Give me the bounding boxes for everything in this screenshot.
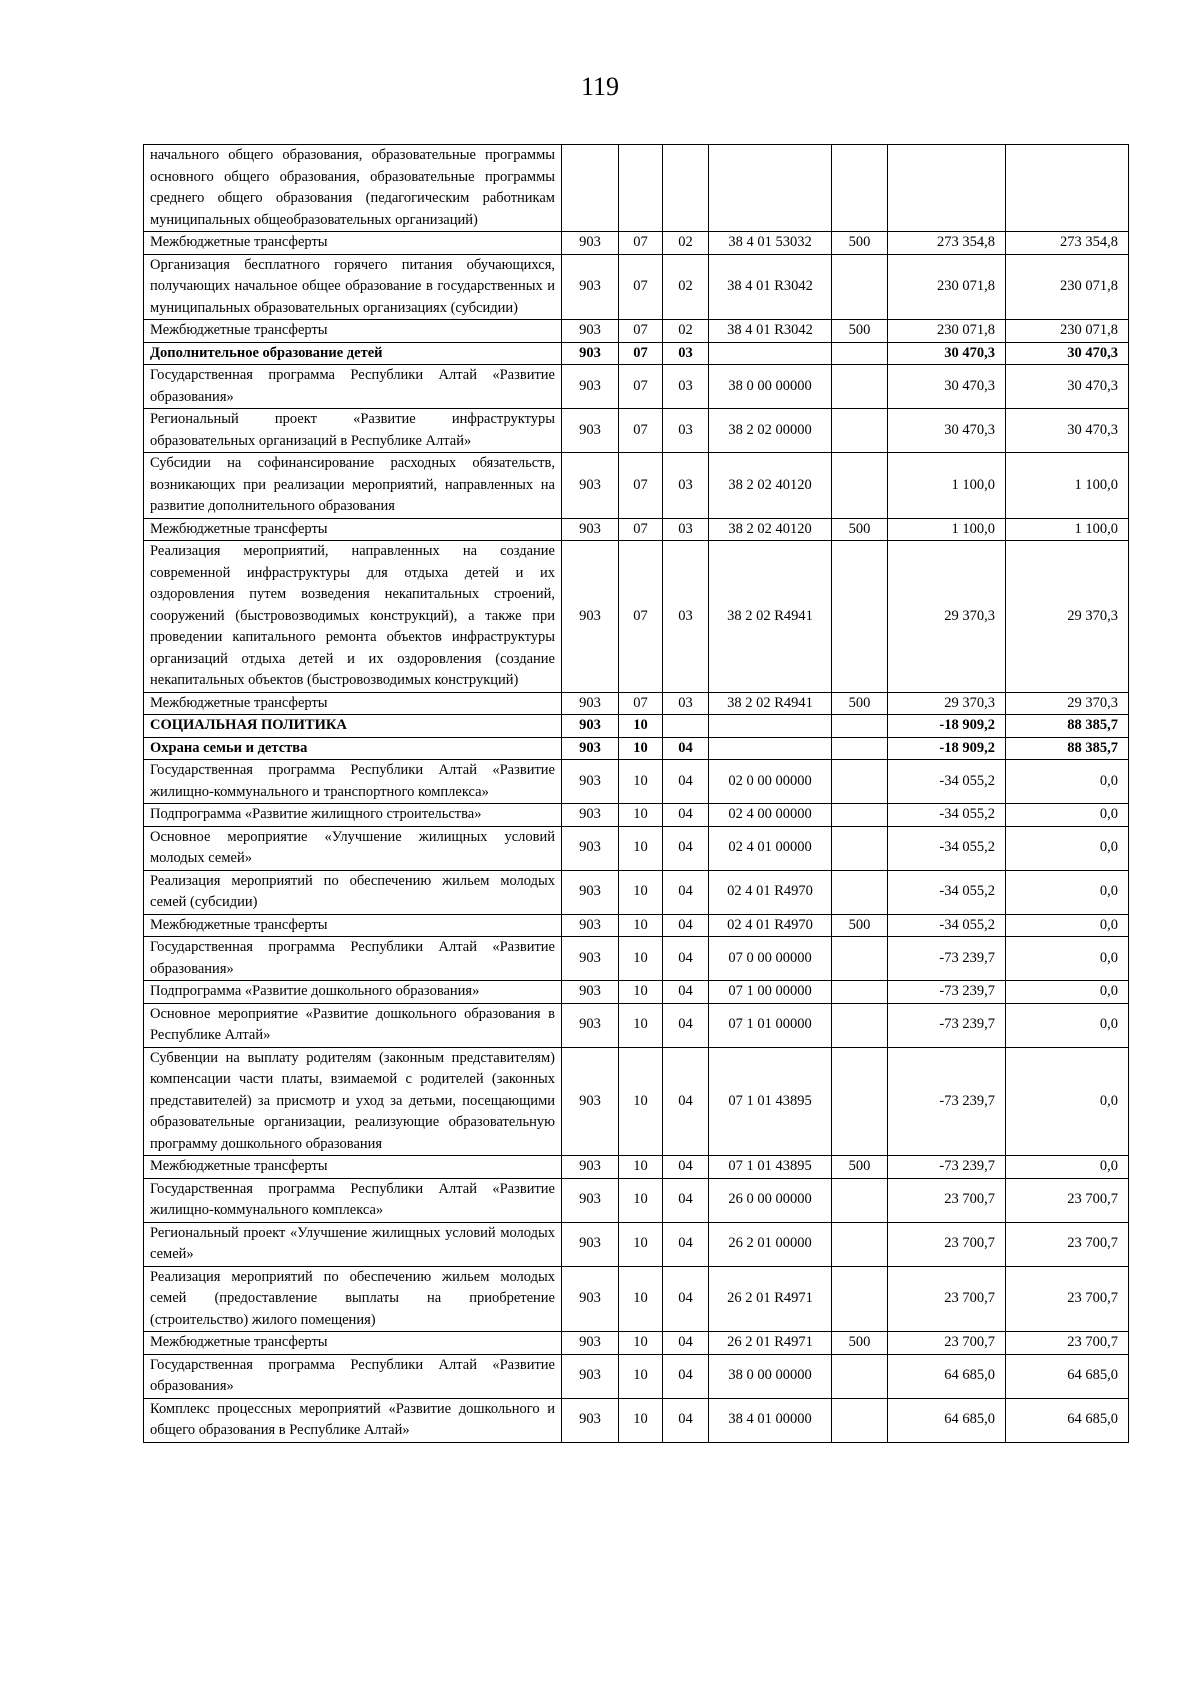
ministry-code: 903 (562, 254, 619, 320)
row-name: Государственная программа Республики Алтай «Развитие жилищно-коммунального и транспортного комплекса» (144, 760, 562, 804)
table-row (144, 870, 1129, 914)
amount-year-1: 30 470,3 (888, 365, 1006, 409)
amount-year-2: 0,0 (1006, 870, 1129, 914)
amount-year-1: -18 909,2 (888, 715, 1006, 738)
amount-year-2: 0,0 (1006, 914, 1129, 937)
subsection-code: 02 (663, 254, 709, 320)
ministry-code: 903 (562, 804, 619, 827)
table-row (144, 1398, 1129, 1442)
subsection-code: 04 (663, 870, 709, 914)
expense-type (832, 826, 888, 870)
expense-type (832, 981, 888, 1004)
expense-type (832, 365, 888, 409)
expense-type (832, 453, 888, 519)
subsection-code: 04 (663, 1398, 709, 1442)
expense-type (832, 409, 888, 453)
target-article: 26 2 01 R4971 (709, 1266, 832, 1332)
section-code: 10 (619, 870, 663, 914)
target-article: 02 4 01 R4970 (709, 870, 832, 914)
ministry-code: 903 (562, 1178, 619, 1222)
subsection-code: 02 (663, 232, 709, 255)
amount-year-1: 1 100,0 (888, 518, 1006, 541)
amount-year-2: 1 100,0 (1006, 518, 1129, 541)
section-code: 07 (619, 518, 663, 541)
amount-year-2: 29 370,3 (1006, 541, 1129, 693)
expense-type (832, 342, 888, 365)
target-article: 38 4 01 R3042 (709, 320, 832, 343)
expense-type: 500 (832, 320, 888, 343)
target-article: 02 0 00 00000 (709, 760, 832, 804)
section-code: 07 (619, 254, 663, 320)
expense-type (832, 1354, 888, 1398)
amount-year-1: 29 370,3 (888, 692, 1006, 715)
target-article: 07 1 00 00000 (709, 981, 832, 1004)
table-row (144, 692, 1129, 715)
target-article: 38 2 02 R4941 (709, 541, 832, 693)
table-row (144, 342, 1129, 365)
row-name: Региональный проект «Развитие инфраструктуры образовательных организаций в Республике Алтай» (144, 409, 562, 453)
table-row (144, 1222, 1129, 1266)
amount-year-2: 64 685,0 (1006, 1354, 1129, 1398)
ministry-code: 903 (562, 1047, 619, 1156)
section-code: 10 (619, 1266, 663, 1332)
row-name: СОЦИАЛЬНАЯ ПОЛИТИКА (144, 715, 562, 738)
amount-year-1: 230 071,8 (888, 254, 1006, 320)
amount-year-2: 273 354,8 (1006, 232, 1129, 255)
target-article: 02 4 01 00000 (709, 826, 832, 870)
amount-year-1: -73 239,7 (888, 1156, 1006, 1179)
target-article (709, 737, 832, 760)
amount-year-1: 30 470,3 (888, 342, 1006, 365)
expense-type (832, 1178, 888, 1222)
amount-year-1: -73 239,7 (888, 937, 1006, 981)
ministry-code: 903 (562, 232, 619, 255)
section-code: 07 (619, 342, 663, 365)
section-code: 10 (619, 1003, 663, 1047)
target-article: 38 2 02 R4941 (709, 692, 832, 715)
expense-type (832, 1222, 888, 1266)
amount-year-2: 230 071,8 (1006, 254, 1129, 320)
ministry-code: 903 (562, 1003, 619, 1047)
expense-type (832, 804, 888, 827)
row-name: Межбюджетные трансферты (144, 1156, 562, 1179)
expense-type (832, 145, 888, 232)
section-code: 07 (619, 409, 663, 453)
amount-year-1: -34 055,2 (888, 870, 1006, 914)
subsection-code: 04 (663, 826, 709, 870)
expense-type (832, 541, 888, 693)
amount-year-2: 0,0 (1006, 1003, 1129, 1047)
amount-year-1: 230 071,8 (888, 320, 1006, 343)
row-name: Государственная программа Республики Алтай «Развитие образования» (144, 365, 562, 409)
amount-year-2: 0,0 (1006, 1047, 1129, 1156)
amount-year-1: -73 239,7 (888, 1003, 1006, 1047)
section-code: 07 (619, 320, 663, 343)
amount-year-1: -34 055,2 (888, 826, 1006, 870)
subsection-code (663, 715, 709, 738)
expense-type (832, 1266, 888, 1332)
amount-year-1: 1 100,0 (888, 453, 1006, 519)
amount-year-2: 64 685,0 (1006, 1398, 1129, 1442)
ministry-code: 903 (562, 937, 619, 981)
amount-year-2: 1 100,0 (1006, 453, 1129, 519)
amount-year-1: 23 700,7 (888, 1178, 1006, 1222)
row-name: Реализация мероприятий по обеспечению жильем молодых семей (субсидии) (144, 870, 562, 914)
amount-year-2: 0,0 (1006, 760, 1129, 804)
row-name: Организация бесплатного горячего питания обучающихся, получающих начальное общее образование в государственных и муниципальных образовательных организациях (субсидии) (144, 254, 562, 320)
table-row (144, 1156, 1129, 1179)
amount-year-1: 64 685,0 (888, 1354, 1006, 1398)
amount-year-2: 88 385,7 (1006, 737, 1129, 760)
section-code: 10 (619, 1222, 663, 1266)
table-row (144, 518, 1129, 541)
subsection-code: 04 (663, 1178, 709, 1222)
section-code: 07 (619, 692, 663, 715)
subsection-code: 04 (663, 1003, 709, 1047)
expense-type (832, 1398, 888, 1442)
table-row (144, 937, 1129, 981)
ministry-code: 903 (562, 1332, 619, 1355)
amount-year-1: 23 700,7 (888, 1266, 1006, 1332)
ministry-code: 903 (562, 826, 619, 870)
ministry-code: 903 (562, 1222, 619, 1266)
amount-year-1: 30 470,3 (888, 409, 1006, 453)
table-row (144, 715, 1129, 738)
row-name: начального общего образования, образовательные программы основного общего образования, образовательные программы среднего общего образования (педагогическим работникам муниципальных общеобразовательных организаций) (144, 145, 562, 232)
table-row (144, 1003, 1129, 1047)
section-code: 10 (619, 1047, 663, 1156)
amount-year-1: -73 239,7 (888, 1047, 1006, 1156)
subsection-code: 03 (663, 518, 709, 541)
amount-year-2: 30 470,3 (1006, 365, 1129, 409)
amount-year-2: 23 700,7 (1006, 1332, 1129, 1355)
table-row (144, 914, 1129, 937)
row-name: Реализация мероприятий по обеспечению жильем молодых семей (предоставление выплаты на приобретение (строительство) жилого помещения) (144, 1266, 562, 1332)
target-article: 38 4 01 00000 (709, 1398, 832, 1442)
target-article: 07 0 00 00000 (709, 937, 832, 981)
ministry-code: 903 (562, 541, 619, 693)
amount-year-2: 29 370,3 (1006, 692, 1129, 715)
target-article (709, 342, 832, 365)
amount-year-1: 23 700,7 (888, 1222, 1006, 1266)
section-code: 10 (619, 1398, 663, 1442)
table-row (144, 1047, 1129, 1156)
ministry-code: 903 (562, 692, 619, 715)
table-row (144, 1266, 1129, 1332)
subsection-code: 04 (663, 737, 709, 760)
subsection-code: 04 (663, 1332, 709, 1355)
amount-year-2: 30 470,3 (1006, 409, 1129, 453)
row-name: Государственная программа Республики Алтай «Развитие жилищно-коммунального комплекса» (144, 1178, 562, 1222)
table-row (144, 981, 1129, 1004)
subsection-code: 03 (663, 692, 709, 715)
section-code: 10 (619, 804, 663, 827)
section-code: 10 (619, 981, 663, 1004)
subsection-code (663, 145, 709, 232)
budget-table (143, 144, 1129, 1443)
expense-type (832, 870, 888, 914)
amount-year-1: 273 354,8 (888, 232, 1006, 255)
row-name: Подпрограмма «Развитие жилищного строительства» (144, 804, 562, 827)
section-code: 07 (619, 453, 663, 519)
amount-year-2 (1006, 145, 1129, 232)
target-article: 38 0 00 00000 (709, 365, 832, 409)
table-body (144, 145, 1129, 1443)
ministry-code: 903 (562, 518, 619, 541)
subsection-code: 03 (663, 541, 709, 693)
subsection-code: 03 (663, 409, 709, 453)
subsection-code: 04 (663, 981, 709, 1004)
ministry-code: 903 (562, 760, 619, 804)
subsection-code: 02 (663, 320, 709, 343)
ministry-code: 903 (562, 1354, 619, 1398)
ministry-code: 903 (562, 1156, 619, 1179)
ministry-code: 903 (562, 1398, 619, 1442)
table-row (144, 760, 1129, 804)
row-name: Дополнительное образование детей (144, 342, 562, 365)
target-article: 38 2 02 40120 (709, 518, 832, 541)
section-code: 10 (619, 937, 663, 981)
amount-year-2: 0,0 (1006, 937, 1129, 981)
subsection-code: 03 (663, 365, 709, 409)
amount-year-1: -18 909,2 (888, 737, 1006, 760)
table-row (144, 541, 1129, 693)
row-name: Комплекс процессных мероприятий «Развитие дошкольного и общего образования в Республике Алтай» (144, 1398, 562, 1442)
section-code: 10 (619, 1354, 663, 1398)
section-code (619, 145, 663, 232)
section-code: 07 (619, 232, 663, 255)
expense-type (832, 715, 888, 738)
ministry-code: 903 (562, 737, 619, 760)
row-name: Субвенции на выплату родителям (законным представителям) компенсации части платы, взимаемой с родителей (законных представителей) за присмотр и уход за детьми, посещающими образовательные организации, реализующие образовательную программу дошкольного образования (144, 1047, 562, 1156)
expense-type: 500 (832, 1332, 888, 1355)
row-name: Субсидии на софинансирование расходных обязательств, возникающих при реализации мероприятий, направленных на развитие дополнительного образования (144, 453, 562, 519)
amount-year-2: 88 385,7 (1006, 715, 1129, 738)
row-name: Межбюджетные трансферты (144, 518, 562, 541)
table-row (144, 1354, 1129, 1398)
ministry-code: 903 (562, 320, 619, 343)
amount-year-2: 0,0 (1006, 804, 1129, 827)
subsection-code: 04 (663, 1047, 709, 1156)
subsection-code: 04 (663, 1266, 709, 1332)
row-name: Реализация мероприятий, направленных на создание современной инфраструктуры для отдыха детей и их оздоровления путем возведения некапитальных строений, сооружений (быстровозводимых конструкций), а также при проведении капитального ремонта объектов инфраструктуры организаций отдыха детей и их оздоровления (создание некапитальных объектов (быстровозводимых конструкций) (144, 541, 562, 693)
table-row (144, 320, 1129, 343)
section-code: 07 (619, 365, 663, 409)
row-name: Основное мероприятие «Развитие дошкольного образования в Республике Алтай» (144, 1003, 562, 1047)
target-article: 26 0 00 00000 (709, 1178, 832, 1222)
ministry-code: 903 (562, 1266, 619, 1332)
amount-year-2: 230 071,8 (1006, 320, 1129, 343)
subsection-code: 04 (663, 937, 709, 981)
amount-year-1: -34 055,2 (888, 804, 1006, 827)
table-row (144, 145, 1129, 232)
section-code: 10 (619, 760, 663, 804)
amount-year-2: 0,0 (1006, 981, 1129, 1004)
page-number: 119 (580, 72, 620, 101)
expense-type (832, 737, 888, 760)
table-row (144, 409, 1129, 453)
section-code: 10 (619, 715, 663, 738)
table-row (144, 232, 1129, 255)
amount-year-1: -34 055,2 (888, 914, 1006, 937)
target-article: 07 1 01 00000 (709, 1003, 832, 1047)
subsection-code: 04 (663, 914, 709, 937)
amount-year-1: 64 685,0 (888, 1398, 1006, 1442)
amount-year-2: 0,0 (1006, 826, 1129, 870)
target-article: 38 4 01 R3042 (709, 254, 832, 320)
row-name: Межбюджетные трансферты (144, 1332, 562, 1355)
target-article: 38 4 01 53032 (709, 232, 832, 255)
target-article: 07 1 01 43895 (709, 1047, 832, 1156)
ministry-code: 903 (562, 342, 619, 365)
ministry-code: 903 (562, 409, 619, 453)
expense-type (832, 937, 888, 981)
target-article: 38 0 00 00000 (709, 1354, 832, 1398)
amount-year-2: 23 700,7 (1006, 1266, 1129, 1332)
amount-year-1: -73 239,7 (888, 981, 1006, 1004)
section-code: 10 (619, 1156, 663, 1179)
subsection-code: 03 (663, 453, 709, 519)
section-code: 07 (619, 541, 663, 693)
row-name: Межбюджетные трансферты (144, 232, 562, 255)
expense-type: 500 (832, 1156, 888, 1179)
expense-type (832, 1003, 888, 1047)
ministry-code: 903 (562, 981, 619, 1004)
subsection-code: 04 (663, 760, 709, 804)
expense-type: 500 (832, 914, 888, 937)
table-row (144, 826, 1129, 870)
row-name: Охрана семьи и детства (144, 737, 562, 760)
target-article: 02 4 01 R4970 (709, 914, 832, 937)
row-name: Региональный проект «Улучшение жилищных условий молодых семей» (144, 1222, 562, 1266)
table-row (144, 365, 1129, 409)
subsection-code: 04 (663, 1222, 709, 1266)
subsection-code: 03 (663, 342, 709, 365)
target-article: 26 2 01 00000 (709, 1222, 832, 1266)
target-article (709, 715, 832, 738)
table-row (144, 1178, 1129, 1222)
row-name: Государственная программа Республики Алтай «Развитие образования» (144, 1354, 562, 1398)
section-code: 10 (619, 737, 663, 760)
target-article: 38 2 02 40120 (709, 453, 832, 519)
subsection-code: 04 (663, 1354, 709, 1398)
row-name: Подпрограмма «Развитие дошкольного образования» (144, 981, 562, 1004)
ministry-code: 903 (562, 453, 619, 519)
table-row (144, 804, 1129, 827)
row-name: Межбюджетные трансферты (144, 320, 562, 343)
section-code: 10 (619, 914, 663, 937)
target-article: 02 4 00 00000 (709, 804, 832, 827)
target-article: 26 2 01 R4971 (709, 1332, 832, 1355)
row-name: Межбюджетные трансферты (144, 914, 562, 937)
target-article (709, 145, 832, 232)
amount-year-2: 23 700,7 (1006, 1178, 1129, 1222)
amount-year-2: 0,0 (1006, 1156, 1129, 1179)
table-row (144, 254, 1129, 320)
ministry-code: 903 (562, 365, 619, 409)
table-row (144, 1332, 1129, 1355)
target-article: 07 1 01 43895 (709, 1156, 832, 1179)
ministry-code: 903 (562, 870, 619, 914)
amount-year-2: 30 470,3 (1006, 342, 1129, 365)
table-row (144, 453, 1129, 519)
ministry-code: 903 (562, 914, 619, 937)
row-name: Основное мероприятие «Улучшение жилищных условий молодых семей» (144, 826, 562, 870)
subsection-code: 04 (663, 1156, 709, 1179)
expense-type (832, 760, 888, 804)
ministry-code: 903 (562, 715, 619, 738)
row-name: Межбюджетные трансферты (144, 692, 562, 715)
ministry-code (562, 145, 619, 232)
amount-year-1: 23 700,7 (888, 1332, 1006, 1355)
subsection-code: 04 (663, 804, 709, 827)
expense-type: 500 (832, 518, 888, 541)
table-row (144, 737, 1129, 760)
section-code: 10 (619, 1178, 663, 1222)
amount-year-2: 23 700,7 (1006, 1222, 1129, 1266)
target-article: 38 2 02 00000 (709, 409, 832, 453)
amount-year-1: -34 055,2 (888, 760, 1006, 804)
amount-year-1: 29 370,3 (888, 541, 1006, 693)
expense-type (832, 1047, 888, 1156)
expense-type: 500 (832, 692, 888, 715)
section-code: 10 (619, 1332, 663, 1355)
row-name: Государственная программа Республики Алтай «Развитие образования» (144, 937, 562, 981)
expense-type: 500 (832, 232, 888, 255)
expense-type (832, 254, 888, 320)
amount-year-1 (888, 145, 1006, 232)
section-code: 10 (619, 826, 663, 870)
